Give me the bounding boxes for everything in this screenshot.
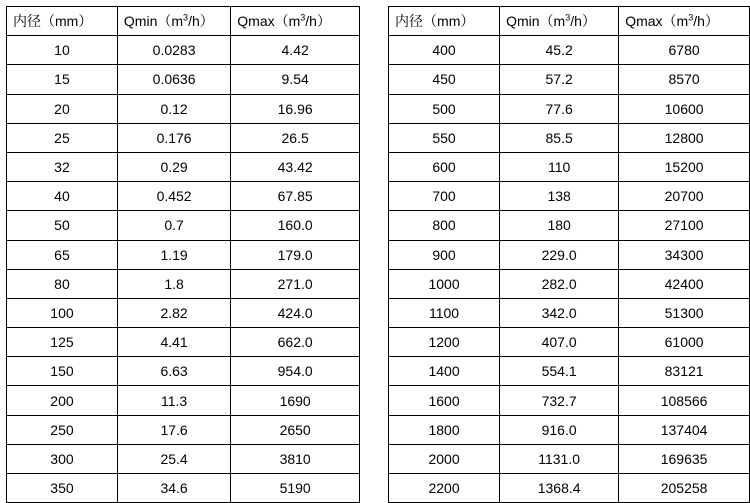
cell-qmax: 15200 — [619, 152, 750, 181]
table-row — [7, 123, 360, 152]
table-row — [389, 65, 750, 94]
cell-qmin: 45.2 — [500, 36, 619, 65]
table-row — [389, 357, 750, 386]
cell-inner-diameter: 65 — [7, 240, 118, 269]
cell-inner-diameter: 600 — [389, 152, 500, 181]
cell-inner-diameter: 1800 — [389, 415, 500, 444]
column-header-qmin — [500, 7, 619, 36]
header-text: Qmin（m — [506, 13, 566, 30]
cell-qmax: 160.0 — [231, 211, 360, 240]
cell-inner-diameter: 250 — [7, 415, 118, 444]
cell-qmin: 1.19 — [117, 240, 230, 269]
cell-qmax: 271.0 — [231, 269, 360, 298]
table-row — [7, 328, 360, 357]
cell-inner-diameter: 450 — [389, 65, 500, 94]
table-header-row — [7, 7, 360, 36]
cell-qmax: 51300 — [619, 298, 750, 327]
cell-qmax: 4.42 — [231, 36, 360, 65]
column-header-inner-diameter — [389, 7, 500, 36]
cell-qmin: 0.0636 — [117, 65, 230, 94]
cell-inner-diameter: 350 — [7, 474, 118, 503]
cell-inner-diameter: 32 — [7, 152, 118, 181]
cell-qmax: 16.96 — [231, 94, 360, 123]
cell-qmin: 1.8 — [117, 269, 230, 298]
cell-qmax: 108566 — [619, 386, 750, 415]
header-superscript: 3 — [183, 12, 189, 23]
cell-qmin: 0.176 — [117, 123, 230, 152]
cell-inner-diameter: 150 — [7, 357, 118, 386]
table-row — [389, 415, 750, 444]
cell-qmax: 3810 — [231, 444, 360, 473]
header-text-suffix: /h） — [693, 13, 719, 30]
table-row — [389, 444, 750, 473]
cell-qmax: 169635 — [619, 444, 750, 473]
cell-qmax: 20700 — [619, 182, 750, 211]
header-text: Qmax（m — [625, 13, 689, 30]
cell-qmin: 407.0 — [500, 328, 619, 357]
cell-inner-diameter: 40 — [7, 182, 118, 211]
cell-qmax: 662.0 — [231, 328, 360, 357]
table-row — [7, 36, 360, 65]
cell-inner-diameter: 1200 — [389, 328, 500, 357]
pipe-flow-table-large — [388, 6, 750, 503]
table-row — [389, 211, 750, 240]
cell-inner-diameter: 400 — [389, 36, 500, 65]
cell-inner-diameter: 125 — [7, 328, 118, 357]
cell-qmax: 6780 — [619, 36, 750, 65]
header-text-suffix: /h） — [305, 13, 331, 30]
cell-qmin: 25.4 — [117, 444, 230, 473]
cell-inner-diameter: 15 — [7, 65, 118, 94]
cell-qmin: 138 — [500, 182, 619, 211]
header-text: 内径（mm） — [13, 13, 93, 30]
table-header-row — [389, 7, 750, 36]
header-superscript: 3 — [688, 12, 694, 23]
cell-inner-diameter: 2000 — [389, 444, 500, 473]
header-text-suffix: /h） — [570, 13, 596, 30]
table-row — [389, 240, 750, 269]
table-row — [7, 386, 360, 415]
header-superscript: 3 — [565, 12, 571, 23]
cell-inner-diameter: 1100 — [389, 298, 500, 327]
cell-inner-diameter: 1600 — [389, 386, 500, 415]
cell-inner-diameter: 80 — [7, 269, 118, 298]
header-text-suffix: /h） — [188, 13, 214, 30]
table-row — [7, 444, 360, 473]
cell-inner-diameter: 700 — [389, 182, 500, 211]
cell-inner-diameter: 1000 — [389, 269, 500, 298]
cell-qmin: 0.29 — [117, 152, 230, 181]
table-row — [7, 269, 360, 298]
cell-qmax: 205258 — [619, 474, 750, 503]
cell-qmax: 179.0 — [231, 240, 360, 269]
table-row — [7, 298, 360, 327]
cell-inner-diameter: 550 — [389, 123, 500, 152]
cell-qmin: 6.63 — [117, 357, 230, 386]
cell-inner-diameter: 10 — [7, 36, 118, 65]
column-header-inner-diameter — [7, 7, 118, 36]
cell-qmin: 57.2 — [500, 65, 619, 94]
table-row — [7, 357, 360, 386]
table-row — [7, 211, 360, 240]
cell-qmin: 1368.4 — [500, 474, 619, 503]
cell-qmax: 1690 — [231, 386, 360, 415]
cell-qmax: 27100 — [619, 211, 750, 240]
cell-qmin: 282.0 — [500, 269, 619, 298]
cell-qmax: 137404 — [619, 415, 750, 444]
table-row — [7, 474, 360, 503]
cell-qmin: 17.6 — [117, 415, 230, 444]
cell-qmin: 0.12 — [117, 94, 230, 123]
cell-inner-diameter: 25 — [7, 123, 118, 152]
cell-qmin: 732.7 — [500, 386, 619, 415]
table-row — [389, 94, 750, 123]
cell-qmin: 11.3 — [117, 386, 230, 415]
cell-qmax: 34300 — [619, 240, 750, 269]
cell-qmin: 1131.0 — [500, 444, 619, 473]
cell-qmax: 424.0 — [231, 298, 360, 327]
cell-inner-diameter: 100 — [7, 298, 118, 327]
table-row — [7, 152, 360, 181]
table-row — [389, 269, 750, 298]
cell-qmax: 42400 — [619, 269, 750, 298]
cell-inner-diameter: 1400 — [389, 357, 500, 386]
header-superscript: 3 — [300, 12, 306, 23]
cell-inner-diameter: 20 — [7, 94, 118, 123]
cell-qmin: 4.41 — [117, 328, 230, 357]
cell-qmin: 34.6 — [117, 474, 230, 503]
table-row — [389, 182, 750, 211]
pipe-flow-table-small — [6, 6, 360, 503]
cell-inner-diameter: 800 — [389, 211, 500, 240]
cell-qmax: 26.5 — [231, 123, 360, 152]
cell-qmin: 0.452 — [117, 182, 230, 211]
cell-qmax: 8570 — [619, 65, 750, 94]
table-row — [7, 65, 360, 94]
cell-qmax: 9.54 — [231, 65, 360, 94]
cell-qmax: 43.42 — [231, 152, 360, 181]
table-row — [389, 123, 750, 152]
table-row — [389, 36, 750, 65]
cell-qmax: 83121 — [619, 357, 750, 386]
cell-qmin: 180 — [500, 211, 619, 240]
cell-inner-diameter: 900 — [389, 240, 500, 269]
table-row — [389, 474, 750, 503]
cell-qmax: 61000 — [619, 328, 750, 357]
cell-qmin: 342.0 — [500, 298, 619, 327]
table-row — [7, 182, 360, 211]
cell-qmax: 67.85 — [231, 182, 360, 211]
header-text: Qmin（m — [123, 13, 184, 30]
column-header-qmax — [619, 7, 750, 36]
cell-qmax: 2650 — [231, 415, 360, 444]
table-row — [7, 240, 360, 269]
cell-qmax: 954.0 — [231, 357, 360, 386]
cell-inner-diameter: 300 — [7, 444, 118, 473]
cell-qmax: 10600 — [619, 94, 750, 123]
cell-qmin: 229.0 — [500, 240, 619, 269]
cell-inner-diameter: 2200 — [389, 474, 500, 503]
header-text: Qmax（m — [237, 13, 301, 30]
cell-qmin: 77.6 — [500, 94, 619, 123]
cell-qmin: 110 — [500, 152, 619, 181]
cell-inner-diameter: 50 — [7, 211, 118, 240]
header-text: 内径（mm） — [395, 13, 475, 30]
cell-inner-diameter: 200 — [7, 386, 118, 415]
cell-qmin: 554.1 — [500, 357, 619, 386]
cell-qmin: 2.82 — [117, 298, 230, 327]
table-row — [389, 152, 750, 181]
cell-qmin: 0.7 — [117, 211, 230, 240]
cell-qmin: 85.5 — [500, 123, 619, 152]
table-row — [7, 415, 360, 444]
column-header-qmax — [231, 7, 360, 36]
column-header-qmin — [117, 7, 230, 36]
table-row — [389, 386, 750, 415]
cell-inner-diameter: 500 — [389, 94, 500, 123]
table-row — [389, 298, 750, 327]
cell-qmax: 12800 — [619, 123, 750, 152]
cell-qmin: 0.0283 — [117, 36, 230, 65]
table-row — [7, 94, 360, 123]
cell-qmax: 5190 — [231, 474, 360, 503]
cell-qmin: 916.0 — [500, 415, 619, 444]
table-row — [389, 328, 750, 357]
